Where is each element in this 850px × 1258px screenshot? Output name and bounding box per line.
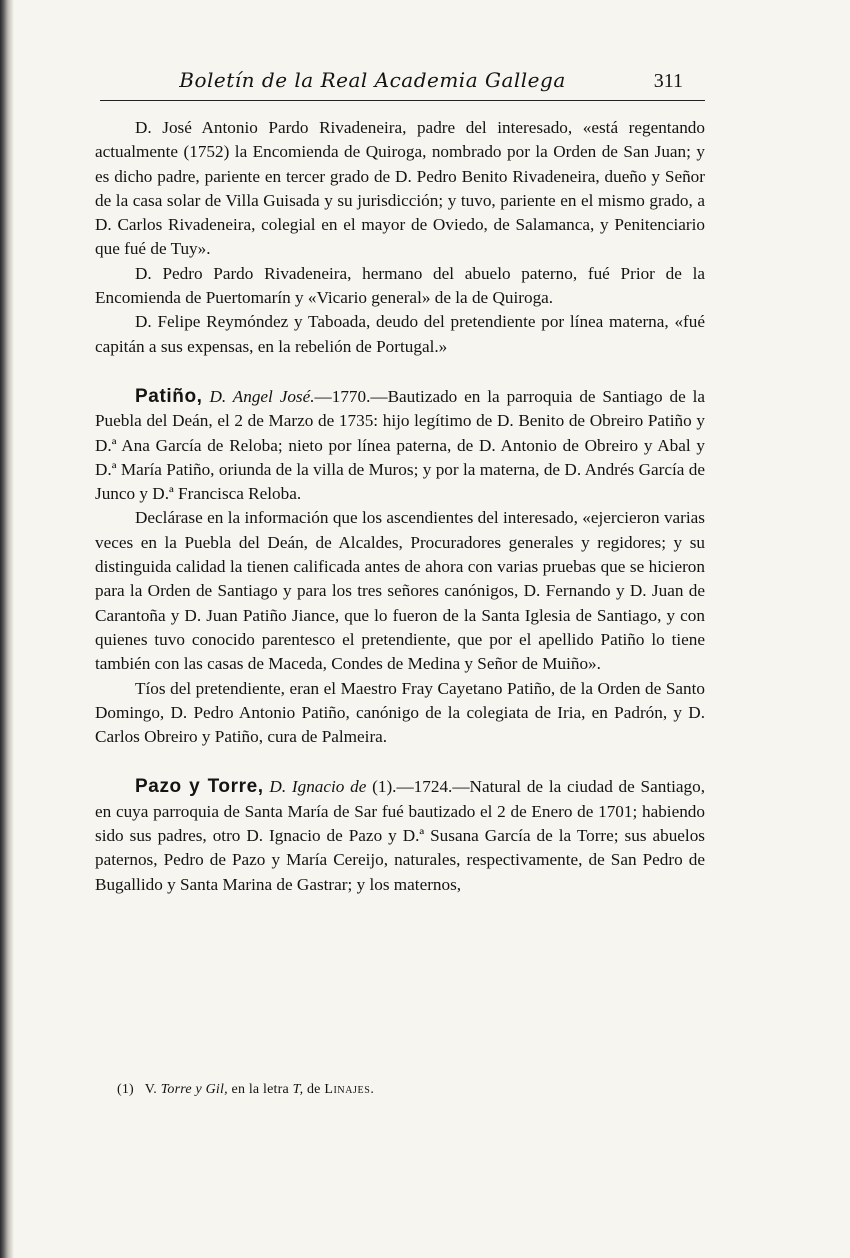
scan-binding-edge [0, 0, 14, 1258]
entry-text: —1724.—Natural de la ciudad de Santiago, en cuya parroquia de Santa María de Sar fué bautizado el 2 de Enero de 1701; habiendo sido sus padres, otro D. Ignacio de Pazo y D.ª Susana García de la Torre; sus abuelos paternos, Pedro de Pazo y María Cereijo, naturales, respectivamente, de San Pedro de Bugallido y Santa Marina de Gastrar; y los maternos, [95, 777, 705, 894]
footnote-title: Torre y Gil, [160, 1082, 228, 1097]
footnote-mark: (1) [117, 1082, 134, 1097]
entry-surname: Pazo y Torre, [135, 776, 264, 798]
entry-patino [95, 385, 705, 506]
footnote-middle: en la letra [231, 1082, 289, 1097]
paragraph: Tíos del pretendiente, eran el Maestro Fray Cayetano Patiño, de la Orden de Santo Domingo, D. Pedro Antonio Patiño, canónigo de la colegiata de Iria, en Padrón, y D. Carlos Obreiro y Patiño, cura de Palmeira. [95, 678, 705, 747]
footnote-letter: T, [292, 1082, 304, 1097]
paragraph: D. José Antonio Pardo Rivadeneira, padre del interesado, «está regentando actualmente (1752) la Encomienda de Quiroga, nombrado por la Orden de San Juan; y es dicho padre, pariente en tercer grado de D. Pedro Benito Rivadeneira, dueño y Señor de la casa solar de Villa Guisada y su jurisdicción; y tuvo, pariente en el mismo grado, a D. Carlos Rivadeneira, colegial en el mayor de Oviedo, de Salamanca, y Penitenciario que fué de Tuy». [95, 118, 705, 259]
entry-given-name: D. Ignacio de [269, 777, 367, 797]
page-header [100, 66, 705, 101]
paragraph: Declárase en la información que los ascendientes del interesado, «ejercieron varias veces en la Puebla del Deán, de Alcaldes, Procuradores generales y regidores; y su distinguida calidad la tienen calificada antes de ahora con varias pruebas que se hicieron para la Orden de Santiago y para los tres señores canónigos, D. Fernando y D. Juan de Carantoña y D. Juan Patiño Jiance, que lo fueron de la Santa Iglesia de Santiago, y con quienes tuvo conocido parentesco el pretendiente, que por el apellido Patiño lo tiene también con las casas de Maceda, Condes de Medina y Señor de Muiño». [95, 508, 705, 674]
running-head: Boletín de la Real Academia Gallega [179, 68, 566, 92]
paragraph: D. Pedro Pardo Rivadeneira, hermano del abuelo paterno, fué Prior de la Encomienda de Puertomarín y «Vicario general» de la de Quiroga. [95, 263, 705, 308]
footnote-de: de [306, 1082, 321, 1097]
entry-pazo-y-torre [95, 775, 705, 896]
footnote-source: Linajes. [324, 1082, 375, 1097]
entry-given-name: D. Angel José. [209, 386, 315, 406]
page-number: 311 [653, 70, 683, 92]
footnote-prefix: V. [144, 1082, 158, 1097]
entry-surname: Patiño, [135, 385, 203, 407]
page-body [95, 116, 705, 897]
footnote-ref: (1). [372, 777, 397, 797]
footnote [117, 1082, 375, 1098]
entry-text: —1770.—Bautizado en la parroquia de Santiago de la Puebla del Deán, el 2 de Marzo de 1735: hijo legítimo de D. Benito de Obreiro Patiño y D.ª Ana García de Reloba; nieto por línea paterna, de D. Antonio de Obreiro y Abal y D.ª María Patiño, oriunda de la villa de Muros; y por la materna, de D. Andrés García de Junco y D.ª Francisca Reloba. [95, 386, 705, 504]
paragraph: D. Felipe Reymóndez y Taboada, deudo del pretendiente por línea materna, «fué capitán a sus expensas, en la rebelión de Portugal.» [95, 312, 705, 356]
